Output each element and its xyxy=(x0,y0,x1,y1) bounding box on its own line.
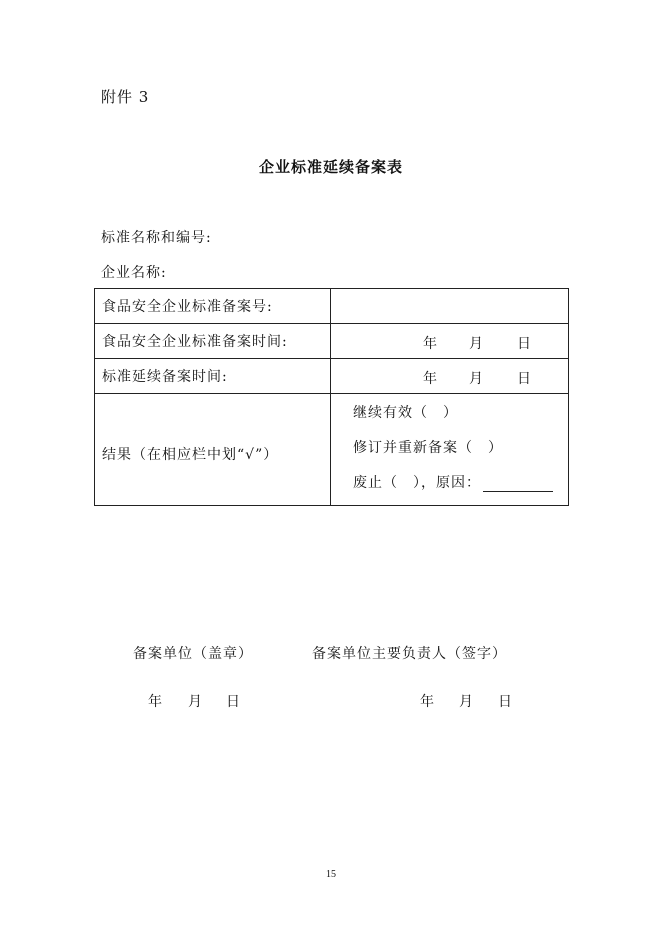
extension-time-field[interactable] xyxy=(331,359,569,394)
enterprise-name-label: 企业名称: xyxy=(101,265,167,281)
right-year-label: 年 xyxy=(420,694,434,710)
filing-time-field[interactable] xyxy=(331,324,569,359)
page-number: 15 xyxy=(326,869,336,880)
right-day-label: 日 xyxy=(498,694,512,710)
table-row xyxy=(95,324,569,359)
result-label: 结果（在相应栏中划“√”） xyxy=(95,394,331,506)
month-label: 月 xyxy=(469,371,484,387)
day-label: 日 xyxy=(517,336,532,352)
filing-unit-seal-label: 备案单位（盖章） xyxy=(133,646,253,662)
table-row xyxy=(95,394,569,506)
left-month-label: 月 xyxy=(188,694,202,710)
option-abolish-label: 废止（ ），原因： xyxy=(353,475,481,491)
table-row xyxy=(95,359,569,394)
left-year-label: 年 xyxy=(148,694,162,710)
reason-field[interactable] xyxy=(483,477,553,492)
year-label: 年 xyxy=(423,371,438,387)
year-label: 年 xyxy=(423,336,438,352)
filing-time-label: 食品安全企业标准备案时间: xyxy=(95,324,331,359)
left-day-label: 日 xyxy=(226,694,240,710)
right-month-label: 月 xyxy=(459,694,473,710)
form-title: 企业标准延续备案表 xyxy=(258,158,403,176)
standard-name-label: 标准名称和编号: xyxy=(101,230,212,246)
day-label: 日 xyxy=(517,371,532,387)
result-options xyxy=(331,394,569,506)
filing-number-label: 食品安全企业标准备案号: xyxy=(95,289,331,324)
option-revise[interactable]: 修订并重新备案（ ） xyxy=(353,440,503,456)
filing-table xyxy=(94,288,569,506)
attachment-label: 附件 3 xyxy=(101,88,150,106)
table-row xyxy=(95,289,569,324)
filing-number-field[interactable] xyxy=(331,289,569,324)
option-abolish[interactable] xyxy=(353,472,553,492)
month-label: 月 xyxy=(469,336,484,352)
responsible-signature-label: 备案单位主要负责人（签字） xyxy=(312,646,507,662)
option-continue[interactable]: 继续有效（ ） xyxy=(353,405,458,421)
extension-time-label: 标准延续备案时间: xyxy=(95,359,331,394)
